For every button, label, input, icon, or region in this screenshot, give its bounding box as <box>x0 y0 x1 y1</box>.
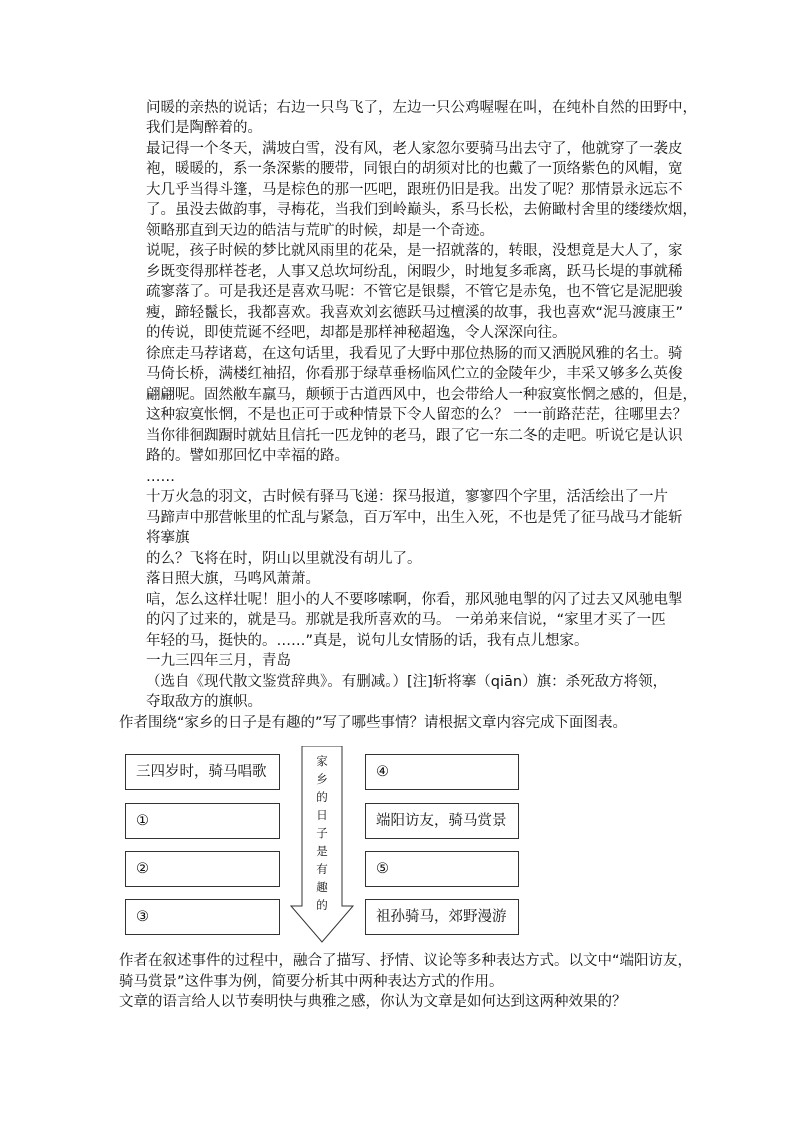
passage-line: 的么？飞将在时，阴山以里就没有胡儿了。 <box>146 551 422 567</box>
question-1: 作者围绕“家乡的日子是有趣的”写了哪些事情？请根据文章内容完成下面图表。 <box>119 715 628 731</box>
center-char: 趣 <box>316 880 328 894</box>
passage-line: …… <box>146 469 175 485</box>
passage-line: 当你徘徊踟蹰时就姑且信托一匹龙钟的老马，跟了它一东二冬的走吧。听说它是认识 <box>146 428 683 444</box>
center-char: 有 <box>316 862 328 876</box>
passage-line: 袍，暖暖的，系一条深紫的腰带，同银白的胡须对比的也戴了一顶络紫色的风帽，宽 <box>146 161 683 177</box>
passage-line: 问暖的亲热的说话；右边一只鸟飞了，左边一只公鸡喔喔在叫，在纯朴自然的田野中， <box>146 100 697 116</box>
center-char: 日 <box>316 808 328 822</box>
question-3: 文章的语言给人以节奏明快与典雅之感，你认为文章是如何达到这两种效果的？ <box>119 994 627 1010</box>
passage-line: 的闪了过来的，就是马。那就是我所喜欢的马。 一弟弟来信说，“家里才买了一匹 <box>146 612 666 628</box>
passage-line: 十万火急的羽文，古时候有驿马飞递：探马报道，寥寥四个字里，活活绘出了一片 <box>146 489 668 505</box>
left-box-4: ③ <box>125 899 280 935</box>
passage-line: 一九三四年三月，青岛 <box>146 653 291 669</box>
passage-line: 翩翩呢。固然敝车羸马，颠顿于古道西风中，也会带给人一种寂寞怅惘之感的，但是， <box>146 387 697 403</box>
center-char: 子 <box>316 826 328 840</box>
right-box-4: 祖孙骑马，郊野漫游 <box>365 899 519 935</box>
passage-line: 夺取敌方的旗帜。 <box>146 694 262 710</box>
center-char: 乡 <box>316 772 328 786</box>
center-vertical-text <box>312 752 332 914</box>
passage-line: 的传说，即使荒诞不经吧，却都是那样神秘超逸，令人深深向往。 <box>146 325 567 341</box>
center-char: 是 <box>316 844 328 858</box>
right-box-2: 端阳访友，骑马赏景 <box>365 803 519 839</box>
center-char: 的 <box>316 898 328 912</box>
passage-line: 将搴旗 <box>146 530 190 546</box>
right-box-3: ⑤ <box>365 851 519 887</box>
passage-line: （选自《现代散文鉴赏辞典》。有删减。）[注]斩将搴（qiān）旗：杀死敌方将领， <box>146 674 668 690</box>
passage-line: 唁，怎么这样壮呢！胆小的人不要哆嗦啊，你看，那风驰电掣的闪了过去又风驰电掣 <box>146 592 683 608</box>
passage-line: 年轻的马，挺快的。……”真是，说句儿女情肠的话，我有点儿想家。 <box>146 633 589 649</box>
passage-line: 大几乎当得斗篷，马是棕色的那一匹吧，跟班仍旧是我。出发了呢？那情景永远忘不 <box>146 182 683 198</box>
passage-line: 乡既变得那样苍老，人事又总坎坷纷乱，闲暇少，时地复多乖离，跃马长堤的事就稀 <box>146 264 683 280</box>
left-box-2: ① <box>125 803 280 839</box>
passage-line: 说呢，孩子时候的梦比就风雨里的花朵，是一招就落的，转眼，没想竟是大人了，家 <box>146 243 683 259</box>
passage-line: 领略那直到天边的皓洁与荒旷的时候，却是一个奇迹。 <box>146 223 494 239</box>
center-char: 家 <box>316 754 328 768</box>
passage-line: 路的。譬如那回忆中幸福的路。 <box>146 448 349 464</box>
passage-line: 徐庶走马荐诸葛，在这句话里，我看见了大野中那位热肠的而又洒脱风雅的名士。骑 <box>146 346 683 362</box>
passage-line: 落日照大旗，马鸣风萧萧。 <box>146 571 320 587</box>
passage-line: 马蹄声中那营帐里的忙乱与紧急，百万军中，出生入死，不也是凭了征马战马才能斩 <box>146 510 683 526</box>
left-box-1: 三四岁时，骑马唱歌 <box>125 754 280 790</box>
passage-line: 瘦，蹄轻鬣长，我都喜欢。我喜欢刘玄德跃马过檀溪的故事，我也喜欢“泥马渡康王” <box>146 305 684 321</box>
question-2-line: 作者在叙述事件的过程中，融合了描写、抒情、议论等多种表达方式。以文中“端阳访友， <box>119 953 693 969</box>
passage-line: 了。虽没去做韵事，寻梅花，当我们到岭巅头，系马长松，去俯瞰村舍里的缕缕炊烟， <box>146 202 697 218</box>
passage-line: 最记得一个冬天，满坡白雪，没有风，老人家忽尔要骑马出去守了，他就穿了一袭皮 <box>146 141 683 157</box>
passage-line: 疏寥落了。可是我还是喜欢马呢：不管它是银鬃，不管它是赤兔，也不管它是泥肥骏 <box>146 284 683 300</box>
passage-line: 这种寂寞怅惘，不是也正可于或种情景下令人留恋的么？ 一一前路茫茫，往哪里去？ <box>146 407 688 423</box>
passage-line: 我们是陶醉着的。 <box>146 120 262 136</box>
right-box-1: ④ <box>365 754 519 790</box>
passage-line: 马倚长桥，满楼红袖招，你看那于绿草垂杨临风伫立的金陵年少，丰采又够多么英俊 <box>146 366 683 382</box>
question-2-line: 骑马赏景”这件事为例，简要分析其中两种表达方式的作用。 <box>119 974 504 990</box>
center-char: 的 <box>316 790 328 804</box>
left-box-3: ② <box>125 851 280 887</box>
